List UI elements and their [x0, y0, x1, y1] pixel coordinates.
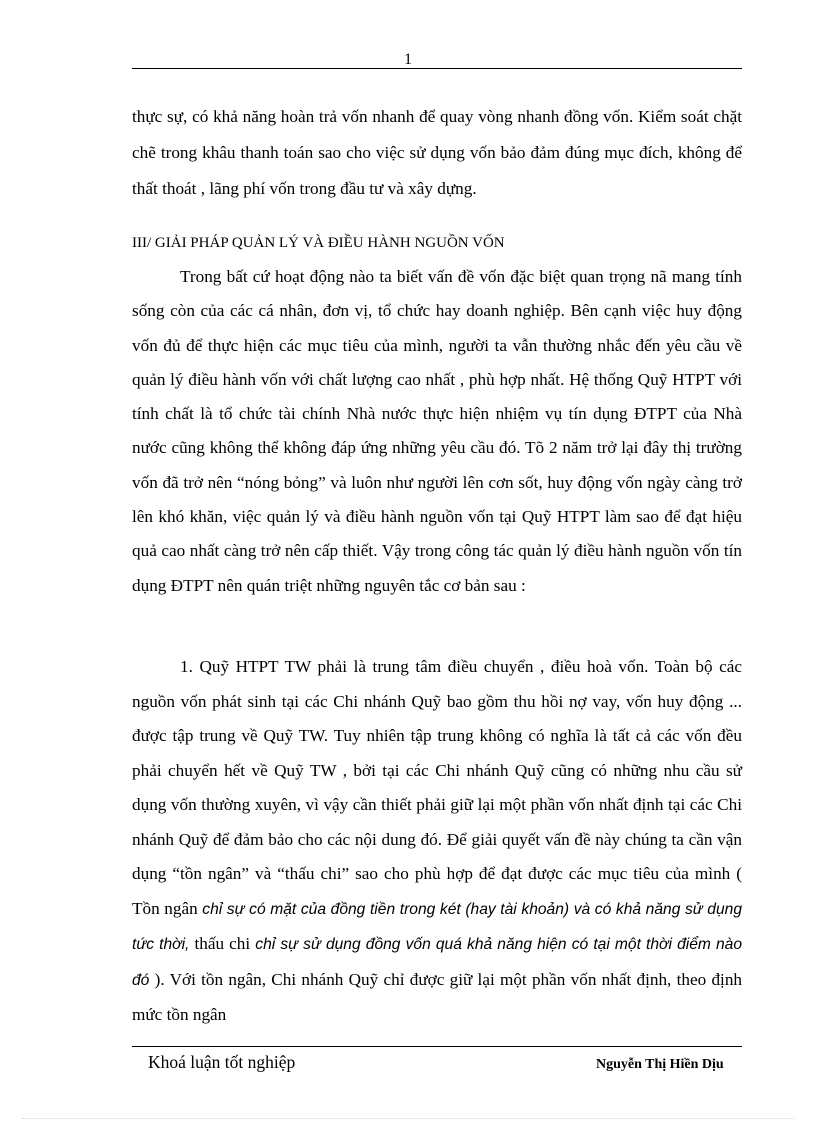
page-number: 1	[404, 51, 412, 68]
principle-1-italic-definition-b: chỉ sự sử dụng đồng vốn quá khả năng hiện có tại một thời điểm nào đó	[132, 936, 743, 989]
header-divider	[132, 68, 742, 69]
paragraph-continuation: thực sự, có khả năng hoàn trả vốn nhanh để quay vòng nhanh đồng vốn. Kiểm soát chặt chẽ trong khâu thanh toán sao cho việc sử dụng vốn bảo đảm đúng mục đích, không để thất thoát , lãng phí vốn trong đầu tư và xây dựng.	[132, 107, 742, 198]
principle-1-text-c: ). Với tồn ngân, Chi nhánh Quỹ chỉ được giữ lại một phần vốn nhất định, theo định mức tồn ngân	[132, 969, 743, 1024]
principle-1-italic-definition-a: chỉ sự có mặt của đồng tiền trong két (hay tài khoản) và có khả năng sử dụng tức thời,	[132, 900, 742, 953]
footer-author-name: Nguyễn Thị Hiền Dịu	[596, 1057, 724, 1072]
footer-thesis-label: Khoá luận tốt nghiệp	[148, 1052, 296, 1072]
footer-divider	[132, 1046, 742, 1047]
paragraph-intro: Trong bất cứ hoạt động nào ta biết vấn đề vốn đặc biệt quan trọng nã mang tính sống còn của các cá nhân, đơn vị, tổ chức hay doanh nghiệp. Bên cạnh việc huy động vốn đủ để thực hiện các mục tiêu của mình, người ta vẫn thường nhắc đến yêu cầu về quản lý điều hành vốn với chất lượng cao nhất , phù hợp nhất. Hệ thống Quỹ HTPT với tính chất là tổ chức tài chính Nhà nước thực hiện nhiệm vụ tín dụng ĐTPT của Nhà nước cũng không thể không đáp ứng những yêu cầu đó. Tõ 2 năm trở lại đây thị trường vốn đã trở nên “nóng bỏng” và luôn như người lên cơn sốt, huy động vốn ngày càng trở lên khó khăn, việc quản lý và điều hành nguồn vốn tại Quỹ HTPT làm sao để đạt hiệu quả cao nhất càng trở nên cấp thiết. Vậy trong công tác quản lý điều hành nguồn vốn tín dụng ĐTPT nên quán triệt những nguyên tắc cơ bản sau :	[132, 267, 742, 595]
page-bottom-edge	[22, 1118, 794, 1119]
principle-1-text-b: thấu chi	[194, 934, 251, 953]
principle-1-text-a: 1. Quỹ HTPT TW phải là trung tâm điều chuyển , điều hoà vốn. Toàn bộ các nguồn vốn phát sinh tại các Chi nhánh Quỹ bao gồm thu hồi nợ vay, vốn huy động ... được tập trung về Quỹ TW. Tuy nhiên tập trung không có nghĩa là tất cả các vốn đều phải chuyển hết về Quỹ TW , bởi tại các Chi nhánh Quỹ cũng có những nhu cầu sử dụng vốn thường xuyên, vì vậy cần thiết phải giữ lại một phần vốn nhất định tại các Chi nhánh Quỹ để đảm bảo cho các nội dung đó. Để giải quyết vấn đề này chúng ta cần vận dụng “tồn ngân” và “thấu chi” sao cho phù hợp để đạt được các mục tiêu của mình ( Tồn ngân	[132, 657, 742, 918]
paragraph-principle-1	[132, 650, 742, 1033]
section-heading: III/ GIẢI PHÁP QUẢN LÝ VÀ ĐIỀU HÀNH NGUỒN VỐN	[132, 235, 505, 251]
